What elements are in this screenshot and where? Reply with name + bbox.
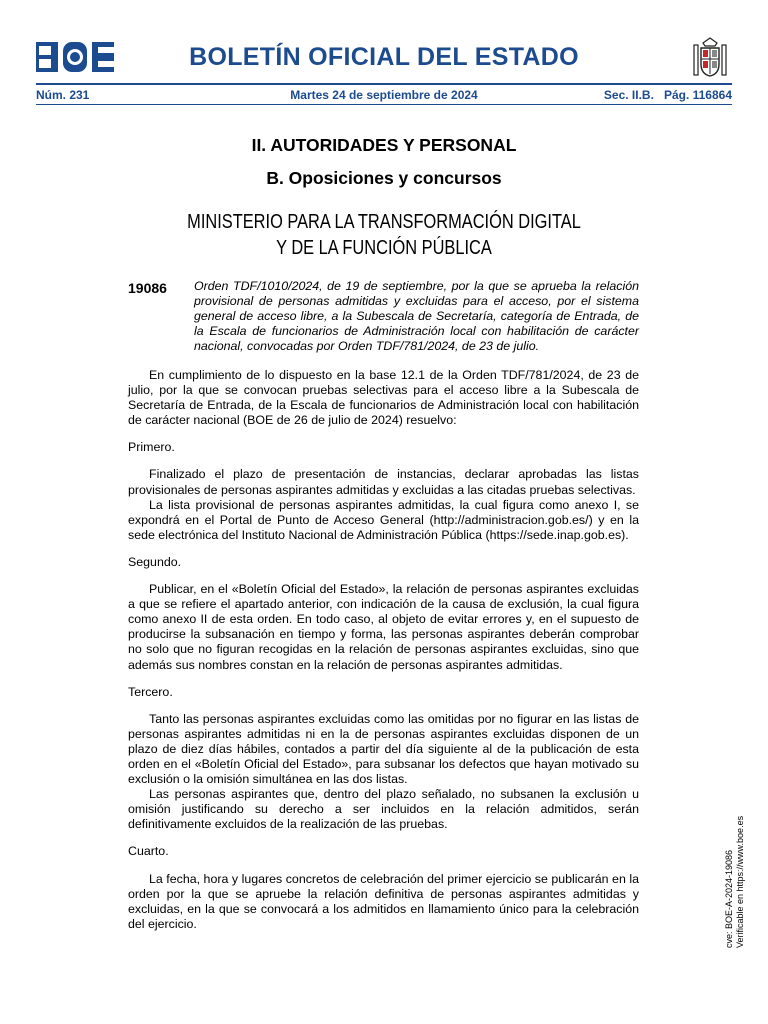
heading-primero: Primero. <box>128 440 175 455</box>
paragraph-primero-2: La lista provisional de personas aspirantes admitidas, la cual figura como anexo I, se expondrá en el Portal de Punto de Acceso General (http://administracion.gob.es/) y en la sede electrónica del Instituto Nacional de Administración Pública (https://sede.inap.gob.es). <box>128 497 639 542</box>
heading-segundo: Segundo. <box>128 554 182 569</box>
page-number: Pág. 116864 <box>663 88 732 102</box>
verification-url: Verificable en https://www.boe.es <box>735 815 745 948</box>
ministry-line-2: Y DE LA FUNCIÓN PÚBLICA <box>276 237 492 259</box>
header-rule-bottom <box>36 104 732 105</box>
bulletin-number: Núm. 231 <box>36 88 90 102</box>
paragraph-tercero-2: Las personas aspirantes que, dentro del plazo señalado, no subsanen la exclusión u omisión justificando su derecho a ser incluidos en la relación admitidos, serán definitivamente excluidos de la realización de las pruebas. <box>128 787 639 832</box>
cve-code: cve: BOE-A-2024-19086 <box>724 849 734 948</box>
intro-paragraph: En cumplimiento de lo dispuesto en la base 12.1 de la Orden TDF/781/2024, de 23 de julio, por la que se convocan pruebas selectivas para el acceso libre a la Subescala de Secretaría de Entrada, de la Escala de funcionarios de Administración local con habilitación de carácter nacional (BOE de 26 de julio de 2024) resuelvo: <box>128 368 639 428</box>
paragraph-segundo: Publicar, en el «Boletín Oficial del Estado», la relación de personas aspirantes excluidas a que se refiere el apartado anterior, con indicación de la causa de exclusión, la cual figura como anexo II de esta orden. En todo caso, al objeto de evitar errores y, en el supuesto de producirse la subsanación en tiempo y forma, las personas aspirantes deberán comprobar no solo que no figuran recogidas en la relación de personas aspirantes excluidas, sino que además sus nombres constan en la relación de personas aspirantes admitidas. <box>128 582 639 672</box>
paragraph-cuarto: La fecha, hora y lugares concretos de celebración del primer ejercicio se publicarán en la orden por la que se apruebe la relación definitiva de personas aspirantes admitidas y excluidas, en la que se convocará a los admitidos en llamamiento único para la celebración del ejercicio. <box>128 871 639 931</box>
section-code: Sec. II.B. <box>603 88 654 102</box>
ministry-heading <box>69 209 699 261</box>
heading-cuarto: Cuarto. <box>128 844 169 859</box>
coat-of-arms-icon <box>690 37 730 79</box>
ministry-line-1: MINISTERIO PARA LA TRANSFORMACIÓN DIGITAL <box>187 211 581 233</box>
order-number: 19086 <box>128 280 167 296</box>
section-title: II. AUTORIDADES Y PERSONAL <box>251 135 517 155</box>
paragraph-primero-1: Finalizado el plazo de presentación de instancias, declarar aprobadas las listas provisionales de personas aspirantes admitidas y excluidas a las citadas pruebas selectivas. <box>128 467 639 497</box>
document-body <box>128 368 639 932</box>
section-page <box>604 88 732 102</box>
verification-note <box>724 816 746 948</box>
publication-title: BOLETÍN OFICIAL DEL ESTADO <box>189 43 579 71</box>
heading-tercero: Tercero. <box>128 684 173 699</box>
paragraph-tercero-1: Tanto las personas aspirantes excluidas como las omitidas por no figurar en las listas de personas aspirantes admitidas ni en la de personas aspirantes excluidas disponen de un plazo de diez días hábiles, contados a partir del día siguiente al de la publicación de esta orden en el «Boletín Oficial del Estado», para subsanar los defectos que hayan motivado su exclusión o la omisión simultánea en las dos listas. <box>128 711 639 787</box>
header-rule-top <box>36 83 732 85</box>
bulletin-date: Martes 24 de septiembre de 2024 <box>290 88 478 102</box>
order-summary: Orden TDF/1010/2024, de 19 de septiembre, por la que se aprueba la relación provisional de personas admitidas y excluidas para el acceso, por el sistema general de acceso libre, a la Subescala de Secretaría, categoría de Entrada, de la Escala de funcionarios de Administración local con habilitación de carácter nacional, convocadas por Orden TDF/781/2024, de 23 de julio. <box>194 279 639 354</box>
subsection-title: B. Oposiciones y concursos <box>266 168 502 188</box>
